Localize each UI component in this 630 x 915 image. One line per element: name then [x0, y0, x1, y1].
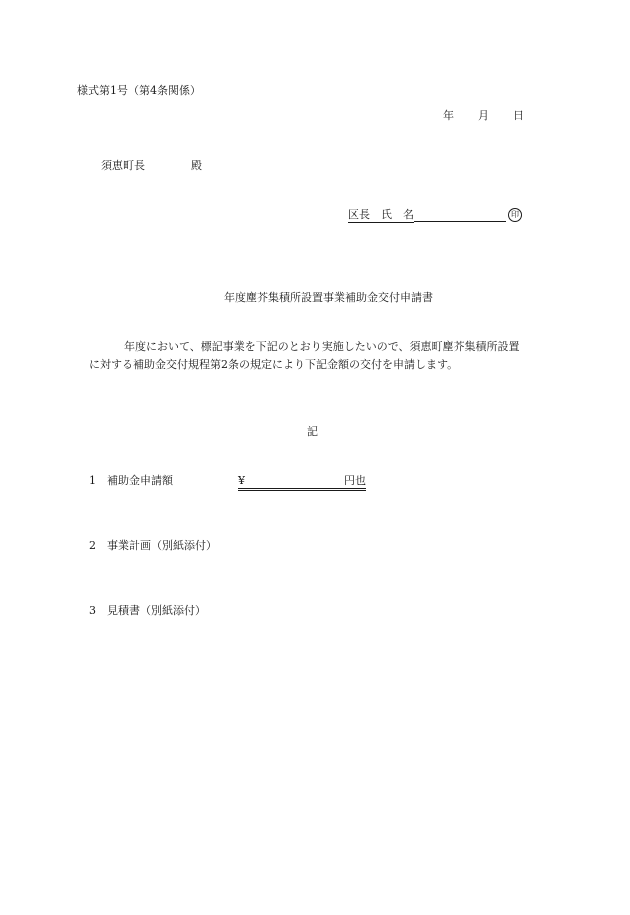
- ki-heading: 記: [307, 425, 318, 438]
- document-title: 年度塵芥集積所設置事業補助金交付申請書: [224, 291, 433, 304]
- applicant-title: 区長: [348, 208, 370, 221]
- item-label: 補助金申請額: [107, 474, 173, 487]
- item-label: 見積書（別紙添付）: [107, 604, 206, 617]
- item-label: 事業計画（別紙添付）: [107, 539, 217, 552]
- body-line-2: に対する補助金交付規程第2条の規定により下記金額の交付を申請します。: [89, 358, 459, 371]
- body-paragraph: [89, 338, 551, 374]
- amount-field[interactable]: [238, 474, 366, 495]
- body-line-1: 年度において、標記事業を下記のとおり実施したいので、須恵町塵芥集積所設置: [124, 340, 520, 353]
- applicant-signature-line: [348, 207, 522, 222]
- addressee-name: 須恵町長: [101, 159, 145, 172]
- item-2: [89, 539, 217, 553]
- item-3: [89, 604, 206, 618]
- addressee: [101, 159, 202, 173]
- form-number: 様式第1号（第4条関係）: [77, 84, 201, 97]
- seal-mark: 印: [508, 208, 522, 222]
- yen-sign: ¥: [238, 474, 245, 487]
- applicant-name-field[interactable]: [414, 207, 506, 222]
- date-day-label: 日: [513, 109, 524, 122]
- item-1: [89, 474, 173, 488]
- addressee-honorific: 殿: [191, 159, 202, 172]
- item-number: 1: [89, 474, 96, 487]
- date-year-label: 年: [443, 109, 454, 122]
- item-number: 2: [89, 539, 96, 552]
- applicant-name-label: 氏 名: [381, 208, 414, 221]
- date-line: [443, 109, 524, 123]
- item-number: 3: [89, 604, 96, 617]
- amount-unit: 円也: [344, 474, 366, 487]
- date-month-label: 月: [478, 109, 489, 122]
